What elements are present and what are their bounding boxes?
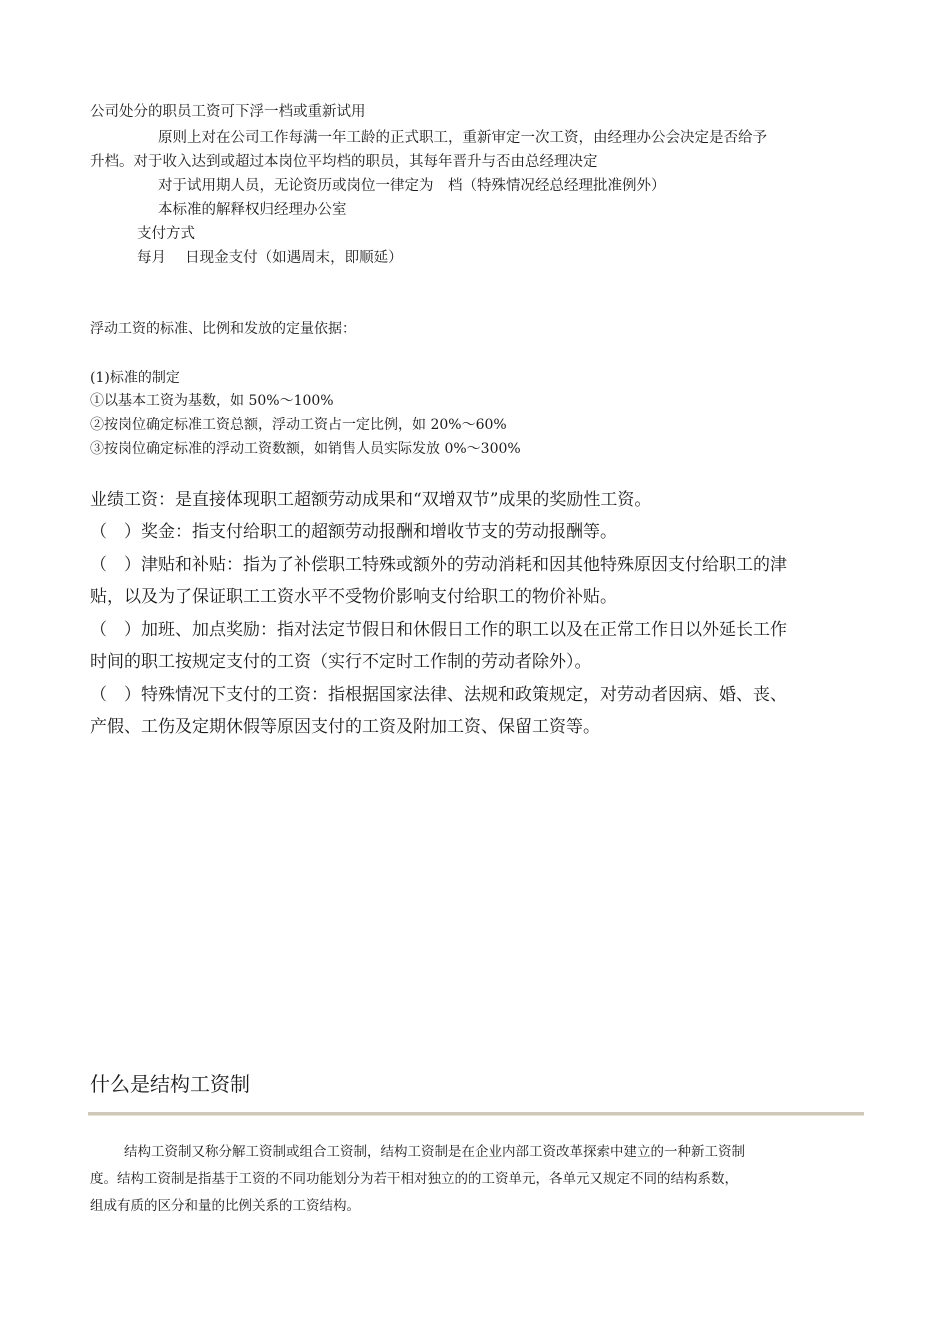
list-item: ③按岗位确定标准的浮动工资数额，如销售人员实际发放 0%～300%	[90, 441, 521, 457]
title-divider	[88, 1112, 864, 1116]
paragraph-line: 结构工资制又称分解工资制或组合工资制，结构工资制是在企业内部工资改革探索中建立的一种新工资制	[124, 1144, 745, 1160]
list-item: ②按岗位确定标准工资总额，浮动工资占一定比例，如 20%～60%	[90, 417, 507, 433]
paragraph-line: 贴，以及为了保证职工工资水平不受物价影响支付给职工的物价补贴。	[90, 587, 617, 607]
paragraph-line: 对于试用期人员，无论资历或岗位一律定为 档（特殊情况经总经理批准例外）	[158, 178, 666, 194]
paragraph-line: 公司处分的职员工资可下浮一档或重新试用	[90, 104, 366, 120]
paragraph-line: 升档。对于收入达到或超过本岗位平均档的职员，其每年晋升与否由总经理决定	[90, 154, 598, 170]
paragraph-line: （ ）特殊情况下支付的工资：指根据国家法律、法规和政策规定，对劳动者因病、婚、丧、	[90, 685, 787, 705]
paragraph-line: 组成有质的区分和量的比例关系的工资结构。	[90, 1198, 360, 1214]
paragraph-line: 业绩工资：是直接体现职工超额劳动成果和“双增双节”成果的奖励性工资。	[90, 490, 652, 510]
paragraph-line: 每月 日现金支付（如遇周末，即顺延）	[137, 250, 403, 266]
paragraph-line: 原则上对在公司工作每满一年工龄的正式职工，重新审定一次工资，由经理办公会决定是否给予	[158, 130, 767, 146]
paragraph-line: 产假、工伤及定期休假等原因支付的工资及附加工资、保留工资等。	[90, 717, 600, 737]
section-title: 什么是结构工资制	[90, 1072, 250, 1096]
list-item: (1)标准的制定	[90, 370, 180, 386]
list-item: ①以基本工资为基数，如 50%～100%	[90, 393, 334, 409]
section-heading: 浮动工资的标准、比例和发放的定量依据：	[90, 321, 356, 337]
paragraph-line: （ ）奖金：指支付给职工的超额劳动报酬和增收节支的劳动报酬等。	[90, 522, 617, 542]
paragraph-line: 支付方式	[137, 226, 195, 242]
paragraph-line: （ ）津贴和补贴：指为了补偿职工特殊或额外的劳动消耗和因其他特殊原因支付给职工的津	[90, 555, 787, 575]
paragraph-line: 时间的职工按规定支付的工资（实行不定时工作制的劳动者除外）。	[90, 652, 592, 672]
paragraph-line: 本标准的解释权归经理办公室	[158, 202, 347, 218]
paragraph-line: （ ）加班、加点奖励：指对法定节假日和休假日工作的职工以及在正常工作日以外延长工作	[90, 620, 787, 640]
paragraph-line: 度。结构工资制是指基于工资的不同功能划分为若干相对独立的的工资单元，各单元又规定不同的结构系数，	[90, 1171, 738, 1187]
